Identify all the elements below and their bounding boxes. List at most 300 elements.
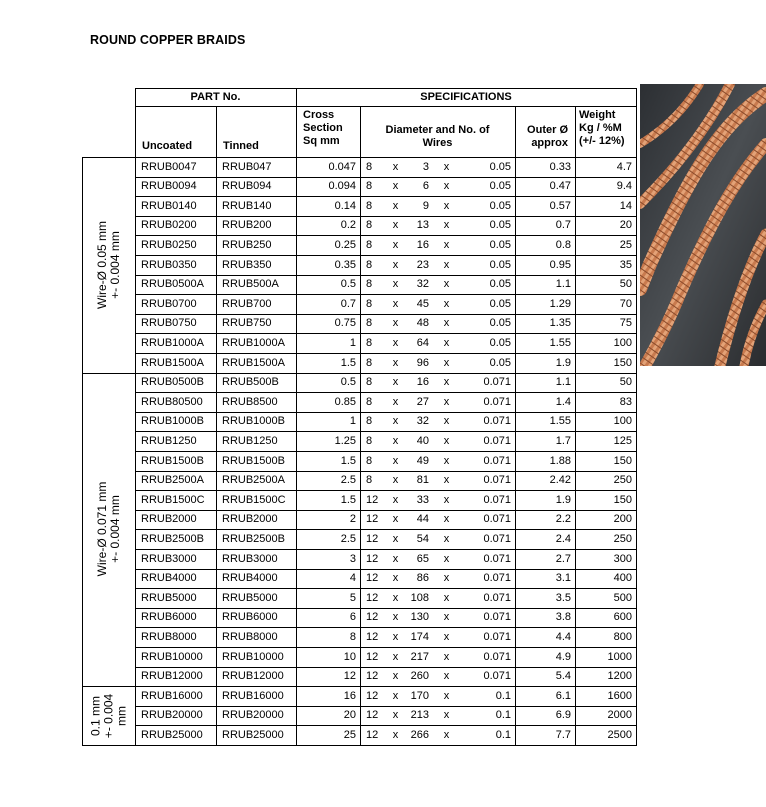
carriers-cell: 12 bbox=[366, 591, 379, 604]
cross-section-line-2: Section bbox=[303, 122, 343, 134]
carriers-cell: 8 bbox=[366, 395, 373, 408]
wires-cell: 65 bbox=[416, 552, 429, 565]
cross-section-cell: 0.25 bbox=[334, 238, 356, 251]
wire-diameter-cell: 0.05 bbox=[489, 180, 511, 193]
cross-section-header bbox=[303, 109, 343, 148]
group-3-label bbox=[90, 693, 129, 737]
group-label-line: Wire-Ø 0.071 mm bbox=[95, 482, 109, 577]
tinned-cell: RRUB047 bbox=[222, 160, 272, 173]
diameter-header bbox=[360, 124, 515, 150]
wire-diameter-cell: 0.071 bbox=[483, 630, 511, 643]
wire-diameter-cell: 0.05 bbox=[489, 238, 511, 251]
carriers-cell: 8 bbox=[366, 219, 373, 232]
carriers-cell: 12 bbox=[366, 650, 379, 663]
wire-diameter-cell: 0.05 bbox=[489, 278, 511, 291]
x-symbol: x bbox=[443, 376, 450, 389]
tinned-cell: RRUB750 bbox=[222, 317, 272, 330]
x-symbol: x bbox=[392, 532, 399, 545]
uncoated-cell: RRUB0700 bbox=[141, 297, 197, 310]
tinned-cell: RRUB140 bbox=[222, 199, 272, 212]
wire-diameter-cell: 0.071 bbox=[483, 513, 511, 526]
tinned-cell: RRUB2500A bbox=[222, 474, 285, 487]
cross-section-cell: 20 bbox=[343, 709, 356, 722]
diameter-line-2: Wires bbox=[422, 137, 453, 149]
cross-section-cell: 16 bbox=[343, 689, 356, 702]
uncoated-cell: RRUB5000 bbox=[141, 591, 197, 604]
wire-diameter-cell: 0.05 bbox=[489, 356, 511, 369]
carriers-cell: 8 bbox=[366, 415, 373, 428]
carriers-cell: 8 bbox=[366, 454, 373, 467]
wires-cell: 23 bbox=[416, 258, 429, 271]
x-symbol: x bbox=[392, 474, 399, 487]
x-symbol: x bbox=[443, 180, 450, 193]
outer-diameter-cell: 0.7 bbox=[555, 219, 571, 232]
x-symbol: x bbox=[392, 591, 399, 604]
wires-cell: 81 bbox=[416, 474, 429, 487]
uncoated-cell: RRUB0200 bbox=[141, 219, 197, 232]
uncoated-cell: RRUB2000 bbox=[141, 513, 197, 526]
cross-section-cell: 5 bbox=[349, 591, 356, 604]
tinned-cell: RRUB250 bbox=[222, 238, 272, 251]
wires-cell: 86 bbox=[416, 572, 429, 585]
x-symbol: x bbox=[392, 552, 399, 565]
outer-diameter-cell: 2.7 bbox=[555, 552, 571, 565]
x-symbol: x bbox=[392, 219, 399, 232]
cross-section-cell: 12 bbox=[343, 670, 356, 683]
weight-cell: 4.7 bbox=[616, 160, 632, 173]
outer-diameter-cell: 2.42 bbox=[549, 474, 571, 487]
x-symbol: x bbox=[443, 474, 450, 487]
outer-diameter-cell: 2.2 bbox=[555, 513, 571, 526]
x-symbol: x bbox=[443, 728, 450, 741]
carriers-cell: 8 bbox=[366, 376, 373, 389]
x-symbol: x bbox=[392, 180, 399, 193]
cross-section-cell: 1.5 bbox=[340, 493, 356, 506]
x-symbol: x bbox=[443, 650, 450, 663]
cross-section-line-1: Cross bbox=[303, 109, 335, 121]
carriers-cell: 12 bbox=[366, 493, 379, 506]
cross-section-cell: 3 bbox=[349, 552, 356, 565]
wire-diameter-cell: 0.071 bbox=[483, 474, 511, 487]
outer-diameter-cell: 0.47 bbox=[549, 180, 571, 193]
uncoated-header: Uncoated bbox=[142, 140, 193, 152]
x-symbol: x bbox=[392, 317, 399, 330]
wire-diameter-cell: 0.05 bbox=[489, 258, 511, 271]
wire-diameter-cell: 0.1 bbox=[495, 728, 511, 741]
outer-diameter-cell: 4.4 bbox=[555, 630, 571, 643]
x-symbol: x bbox=[392, 689, 399, 702]
wires-cell: 27 bbox=[416, 395, 429, 408]
tinned-cell: RRUB094 bbox=[222, 180, 272, 193]
x-symbol: x bbox=[443, 434, 450, 447]
wires-cell: 213 bbox=[410, 709, 429, 722]
group-2-label bbox=[96, 482, 122, 577]
uncoated-cell: RRUB3000 bbox=[141, 552, 197, 565]
carriers-cell: 12 bbox=[366, 689, 379, 702]
outer-diameter-cell: 1.35 bbox=[549, 317, 571, 330]
x-symbol: x bbox=[392, 454, 399, 467]
weight-cell: 2500 bbox=[607, 728, 632, 741]
x-symbol: x bbox=[443, 572, 450, 585]
weight-cell: 35 bbox=[619, 258, 632, 271]
x-symbol: x bbox=[392, 199, 399, 212]
outer-diameter-cell: 0.95 bbox=[549, 258, 571, 271]
cross-section-cell: 0.2 bbox=[340, 219, 356, 232]
wires-cell: 96 bbox=[416, 356, 429, 369]
outer-diameter-cell: 1.4 bbox=[555, 395, 571, 408]
tinned-header: Tinned bbox=[223, 140, 259, 152]
uncoated-cell: RRUB1500A bbox=[141, 356, 204, 369]
wires-cell: 170 bbox=[410, 689, 429, 702]
weight-cell: 100 bbox=[613, 415, 632, 428]
grid-hline bbox=[135, 88, 637, 89]
weight-cell: 50 bbox=[619, 376, 632, 389]
weight-cell: 25 bbox=[619, 238, 632, 251]
uncoated-cell: RRUB0750 bbox=[141, 317, 197, 330]
cross-section-cell: 6 bbox=[349, 611, 356, 624]
wire-diameter-cell: 0.071 bbox=[483, 415, 511, 428]
grid-vline bbox=[636, 88, 637, 746]
x-symbol: x bbox=[392, 376, 399, 389]
tinned-cell: RRUB1000A bbox=[222, 336, 285, 349]
tinned-cell: RRUB1500B bbox=[222, 454, 285, 467]
wire-diameter-cell: 0.071 bbox=[483, 572, 511, 585]
carriers-cell: 8 bbox=[366, 297, 373, 310]
outer-diameter-cell: 3.1 bbox=[555, 572, 571, 585]
weight-cell: 300 bbox=[613, 552, 632, 565]
tinned-cell: RRUB25000 bbox=[222, 728, 284, 741]
copper-braid-image bbox=[640, 84, 766, 366]
group-label-line: Wire-Ø 0.05 mm bbox=[95, 220, 109, 309]
uncoated-cell: RRUB1250 bbox=[141, 434, 197, 447]
carriers-cell: 8 bbox=[366, 356, 373, 369]
outer-diameter-cell: 1.1 bbox=[555, 376, 571, 389]
tinned-cell: RRUB20000 bbox=[222, 709, 284, 722]
x-symbol: x bbox=[392, 493, 399, 506]
weight-cell: 150 bbox=[613, 454, 632, 467]
wire-diameter-cell: 0.071 bbox=[483, 376, 511, 389]
wires-cell: 174 bbox=[410, 630, 429, 643]
carriers-cell: 8 bbox=[366, 160, 373, 173]
wires-cell: 49 bbox=[416, 454, 429, 467]
x-symbol: x bbox=[443, 199, 450, 212]
uncoated-cell: RRUB2500A bbox=[141, 474, 204, 487]
cross-section-cell: 1.5 bbox=[340, 356, 356, 369]
group-3-label-box bbox=[83, 686, 135, 745]
tinned-cell: RRUB8500 bbox=[222, 395, 278, 408]
outer-diameter-cell: 6.1 bbox=[555, 689, 571, 702]
cross-section-cell: 8 bbox=[349, 630, 356, 643]
carriers-cell: 12 bbox=[366, 611, 379, 624]
wires-cell: 64 bbox=[416, 336, 429, 349]
uncoated-cell: RRUB0250 bbox=[141, 238, 197, 251]
diameter-line-1: Diameter and No. of bbox=[385, 124, 490, 136]
carriers-cell: 12 bbox=[366, 728, 379, 741]
tinned-cell: RRUB350 bbox=[222, 258, 272, 271]
wire-diameter-cell: 0.071 bbox=[483, 670, 511, 683]
weight-cell: 75 bbox=[619, 317, 632, 330]
wires-cell: 130 bbox=[410, 611, 429, 624]
x-symbol: x bbox=[443, 415, 450, 428]
cross-section-cell: 2.5 bbox=[340, 532, 356, 545]
outer-line-2: approx bbox=[531, 137, 568, 149]
carriers-cell: 8 bbox=[366, 199, 373, 212]
uncoated-cell: RRUB1000B bbox=[141, 415, 204, 428]
x-symbol: x bbox=[443, 317, 450, 330]
x-symbol: x bbox=[392, 630, 399, 643]
weight-cell: 500 bbox=[613, 591, 632, 604]
uncoated-cell: RRUB4000 bbox=[141, 572, 197, 585]
carriers-cell: 12 bbox=[366, 532, 379, 545]
outer-diameter-header bbox=[518, 124, 572, 150]
x-symbol: x bbox=[443, 670, 450, 683]
outer-diameter-cell: 3.8 bbox=[555, 611, 571, 624]
uncoated-cell: RRUB10000 bbox=[141, 650, 203, 663]
outer-diameter-cell: 1.7 bbox=[555, 434, 571, 447]
specifications-header: SPECIFICATIONS bbox=[420, 91, 512, 103]
wires-cell: 260 bbox=[410, 670, 429, 683]
weight-cell: 9.4 bbox=[616, 180, 632, 193]
uncoated-cell: RRUB0350 bbox=[141, 258, 197, 271]
tinned-cell: RRUB4000 bbox=[222, 572, 278, 585]
tinned-cell: RRUB12000 bbox=[222, 670, 284, 683]
cross-section-cell: 1 bbox=[349, 336, 356, 349]
weight-cell: 800 bbox=[613, 630, 632, 643]
tinned-cell: RRUB200 bbox=[222, 219, 272, 232]
cross-section-cell: 0.094 bbox=[328, 180, 356, 193]
outer-diameter-cell: 1.55 bbox=[549, 415, 571, 428]
weight-line-2: Kg / %M bbox=[579, 122, 622, 134]
wires-cell: 32 bbox=[416, 415, 429, 428]
carriers-cell: 12 bbox=[366, 513, 379, 526]
uncoated-cell: RRUB0500A bbox=[141, 278, 204, 291]
wires-cell: 108 bbox=[410, 591, 429, 604]
weight-cell: 2000 bbox=[607, 709, 632, 722]
cross-section-cell: 0.5 bbox=[340, 278, 356, 291]
outer-diameter-cell: 3.5 bbox=[555, 591, 571, 604]
x-symbol: x bbox=[443, 297, 450, 310]
x-symbol: x bbox=[392, 513, 399, 526]
x-symbol: x bbox=[443, 630, 450, 643]
tinned-cell: RRUB8000 bbox=[222, 630, 278, 643]
outer-diameter-cell: 2.4 bbox=[555, 532, 571, 545]
tinned-cell: RRUB5000 bbox=[222, 591, 278, 604]
carriers-cell: 8 bbox=[366, 474, 373, 487]
weight-cell: 1600 bbox=[607, 689, 632, 702]
uncoated-cell: RRUB1500B bbox=[141, 454, 204, 467]
cross-section-line-3: Sq mm bbox=[303, 135, 340, 147]
wires-cell: 13 bbox=[416, 219, 429, 232]
carriers-cell: 8 bbox=[366, 180, 373, 193]
cross-section-cell: 1 bbox=[349, 415, 356, 428]
group-1-label bbox=[96, 221, 122, 309]
tinned-cell: RRUB10000 bbox=[222, 650, 284, 663]
uncoated-cell: RRUB16000 bbox=[141, 689, 203, 702]
weight-cell: 200 bbox=[613, 513, 632, 526]
wires-cell: 9 bbox=[422, 199, 429, 212]
uncoated-cell: RRUB20000 bbox=[141, 709, 203, 722]
x-symbol: x bbox=[392, 238, 399, 251]
wire-diameter-cell: 0.071 bbox=[483, 611, 511, 624]
wire-diameter-cell: 0.071 bbox=[483, 591, 511, 604]
tinned-cell: RRUB6000 bbox=[222, 611, 278, 624]
outer-diameter-cell: 1.1 bbox=[555, 278, 571, 291]
carriers-cell: 8 bbox=[366, 317, 373, 330]
wire-diameter-cell: 0.071 bbox=[483, 493, 511, 506]
wire-diameter-cell: 0.071 bbox=[483, 434, 511, 447]
x-symbol: x bbox=[392, 434, 399, 447]
part-no-header: PART No. bbox=[190, 91, 241, 103]
cross-section-cell: 0.5 bbox=[340, 376, 356, 389]
x-symbol: x bbox=[443, 552, 450, 565]
wires-cell: 32 bbox=[416, 278, 429, 291]
outer-diameter-cell: 1.9 bbox=[555, 493, 571, 506]
outer-diameter-cell: 6.9 bbox=[555, 709, 571, 722]
wire-diameter-cell: 0.1 bbox=[495, 689, 511, 702]
carriers-cell: 12 bbox=[366, 572, 379, 585]
wires-cell: 44 bbox=[416, 513, 429, 526]
weight-cell: 400 bbox=[613, 572, 632, 585]
wires-cell: 54 bbox=[416, 532, 429, 545]
wire-diameter-cell: 0.071 bbox=[483, 395, 511, 408]
group-label-line: +- 0.004 bbox=[101, 693, 116, 738]
tinned-cell: RRUB700 bbox=[222, 297, 272, 310]
group-1-label-box bbox=[83, 157, 135, 373]
tinned-cell: RRUB500B bbox=[222, 376, 279, 389]
weight-cell: 20 bbox=[619, 219, 632, 232]
cross-section-cell: 10 bbox=[343, 650, 356, 663]
wire-diameter-cell: 0.071 bbox=[483, 650, 511, 663]
weight-cell: 125 bbox=[613, 434, 632, 447]
wires-cell: 217 bbox=[410, 650, 429, 663]
group-label-line: +- 0.004 mm bbox=[108, 495, 122, 564]
x-symbol: x bbox=[443, 709, 450, 722]
cross-section-cell: 0.047 bbox=[328, 160, 356, 173]
carriers-cell: 8 bbox=[366, 434, 373, 447]
x-symbol: x bbox=[443, 591, 450, 604]
x-symbol: x bbox=[443, 258, 450, 271]
carriers-cell: 12 bbox=[366, 630, 379, 643]
wires-cell: 16 bbox=[416, 238, 429, 251]
tinned-cell: RRUB1250 bbox=[222, 434, 278, 447]
grid-hline bbox=[82, 745, 136, 746]
weight-cell: 150 bbox=[613, 356, 632, 369]
wire-diameter-cell: 0.05 bbox=[489, 160, 511, 173]
outer-diameter-cell: 0.57 bbox=[549, 199, 571, 212]
uncoated-cell: RRUB0094 bbox=[141, 180, 197, 193]
outer-diameter-cell: 0.8 bbox=[555, 238, 571, 251]
wire-diameter-cell: 0.05 bbox=[489, 297, 511, 310]
x-symbol: x bbox=[392, 258, 399, 271]
wires-cell: 266 bbox=[410, 728, 429, 741]
weight-line-1: Weight bbox=[579, 109, 616, 121]
x-symbol: x bbox=[443, 513, 450, 526]
x-symbol: x bbox=[443, 356, 450, 369]
copper-braid-photo bbox=[640, 84, 766, 366]
x-symbol: x bbox=[392, 728, 399, 741]
weight-cell: 83 bbox=[619, 395, 632, 408]
uncoated-cell: RRUB0140 bbox=[141, 199, 197, 212]
tinned-cell: RRUB2500B bbox=[222, 532, 285, 545]
uncoated-cell: RRUB0500B bbox=[141, 376, 204, 389]
x-symbol: x bbox=[443, 454, 450, 467]
x-symbol: x bbox=[392, 160, 399, 173]
x-symbol: x bbox=[392, 650, 399, 663]
wires-cell: 40 bbox=[416, 434, 429, 447]
wire-diameter-cell: 0.071 bbox=[483, 454, 511, 467]
uncoated-cell: RRUB0047 bbox=[141, 160, 197, 173]
group-label-line: mm bbox=[114, 705, 129, 726]
tinned-cell: RRUB2000 bbox=[222, 513, 278, 526]
wire-diameter-cell: 0.05 bbox=[489, 219, 511, 232]
uncoated-cell: RRUB80500 bbox=[141, 395, 203, 408]
x-symbol: x bbox=[443, 611, 450, 624]
wire-diameter-cell: 0.05 bbox=[489, 199, 511, 212]
uncoated-cell: RRUB1500C bbox=[141, 493, 205, 506]
grid-hline bbox=[135, 106, 637, 107]
cross-section-cell: 0.7 bbox=[340, 297, 356, 310]
wire-diameter-cell: 0.071 bbox=[483, 552, 511, 565]
uncoated-cell: RRUB12000 bbox=[141, 670, 203, 683]
weight-cell: 14 bbox=[619, 199, 632, 212]
carriers-cell: 12 bbox=[366, 670, 379, 683]
x-symbol: x bbox=[443, 278, 450, 291]
x-symbol: x bbox=[392, 415, 399, 428]
carriers-cell: 8 bbox=[366, 278, 373, 291]
group-label-line: +- 0.004 mm bbox=[108, 230, 122, 299]
weight-cell: 150 bbox=[613, 493, 632, 506]
uncoated-cell: RRUB2500B bbox=[141, 532, 204, 545]
tinned-cell: RRUB1500A bbox=[222, 356, 285, 369]
outer-diameter-cell: 4.9 bbox=[555, 650, 571, 663]
x-symbol: x bbox=[443, 238, 450, 251]
weight-cell: 250 bbox=[613, 532, 632, 545]
wire-diameter-cell: 0.071 bbox=[483, 532, 511, 545]
x-symbol: x bbox=[443, 689, 450, 702]
carriers-cell: 12 bbox=[366, 709, 379, 722]
tinned-cell: RRUB16000 bbox=[222, 689, 284, 702]
carriers-cell: 8 bbox=[366, 238, 373, 251]
x-symbol: x bbox=[392, 709, 399, 722]
x-symbol: x bbox=[392, 297, 399, 310]
carriers-cell: 8 bbox=[366, 258, 373, 271]
uncoated-cell: RRUB6000 bbox=[141, 611, 197, 624]
x-symbol: x bbox=[392, 611, 399, 624]
weight-cell: 250 bbox=[613, 474, 632, 487]
tinned-cell: RRUB1000B bbox=[222, 415, 285, 428]
weight-cell: 50 bbox=[619, 278, 632, 291]
cross-section-cell: 0.85 bbox=[334, 395, 356, 408]
outer-diameter-cell: 1.88 bbox=[549, 454, 571, 467]
cross-section-cell: 25 bbox=[343, 728, 356, 741]
wires-cell: 45 bbox=[416, 297, 429, 310]
tinned-cell: RRUB3000 bbox=[222, 552, 278, 565]
x-symbol: x bbox=[443, 395, 450, 408]
group-2-label-box bbox=[83, 373, 135, 687]
uncoated-cell: RRUB8000 bbox=[141, 630, 197, 643]
carriers-cell: 8 bbox=[366, 336, 373, 349]
x-symbol: x bbox=[392, 670, 399, 683]
outer-diameter-cell: 1.55 bbox=[549, 336, 571, 349]
outer-diameter-cell: 1.29 bbox=[549, 297, 571, 310]
x-symbol: x bbox=[392, 395, 399, 408]
cross-section-cell: 0.75 bbox=[334, 317, 356, 330]
x-symbol: x bbox=[392, 278, 399, 291]
document-title: ROUND COPPER BRAIDS bbox=[90, 33, 246, 47]
cross-section-cell: 2.5 bbox=[340, 474, 356, 487]
tinned-cell: RRUB500A bbox=[222, 278, 279, 291]
weight-cell: 600 bbox=[613, 611, 632, 624]
